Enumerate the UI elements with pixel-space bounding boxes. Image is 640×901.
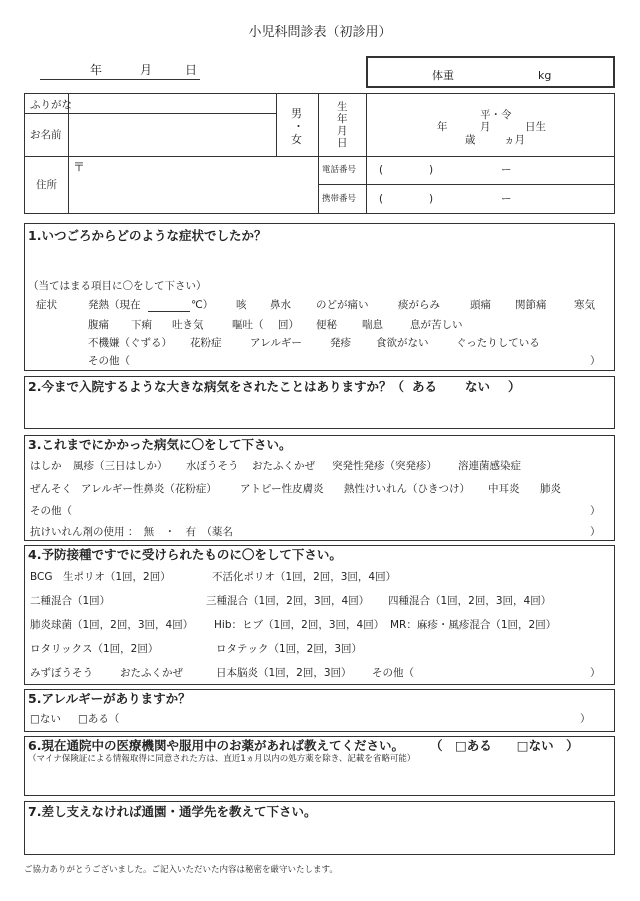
phone-input[interactable] <box>367 157 614 183</box>
postal-mark: 〒 <box>73 160 86 174</box>
allergy-close: ） <box>580 713 591 725</box>
q1-symptom-label: 症状 <box>36 299 57 311</box>
symptom-phlegm[interactable]: 痰がらみ <box>398 299 440 311</box>
date-month-label: 月 <box>140 63 153 77</box>
disease-otitis-media[interactable]: 中耳炎 <box>488 483 520 495</box>
disease-pneumonia[interactable]: 肺炎 <box>540 483 561 495</box>
allergy-yes-checkbox[interactable]: □ある（ <box>78 713 120 725</box>
date-field[interactable] <box>40 62 200 80</box>
q2-option-yes[interactable]: ある <box>412 379 438 394</box>
disease-other[interactable]: その他（ <box>30 505 72 517</box>
phone-dash: ー <box>501 164 512 176</box>
birth-label-3: 月 <box>337 125 348 137</box>
vaccine-hib[interactable]: Hib：ヒブ（1回，2回，3回，4回） <box>214 619 385 631</box>
vaccine-mr[interactable]: MR：麻疹・風疹混合（1回，2回） <box>390 619 557 631</box>
sex-female: 女 <box>291 133 302 146</box>
symptom-asthma[interactable]: 喘息 <box>362 319 383 331</box>
disease-atopic-dermatitis[interactable]: アトピー性皮膚炎 <box>240 483 324 495</box>
disease-roseola[interactable]: 突発性発疹（突発疹） <box>332 460 437 472</box>
symptom-fever[interactable]: 発熱（現在 <box>88 299 141 311</box>
furigana-label: ふりがな <box>30 99 72 111</box>
page-title: 小児科問診表（初診用） <box>248 25 392 40</box>
vaccine-rotateq[interactable]: ロタテック（1回，2回，3回） <box>216 643 363 655</box>
phone-label: 電話番号 <box>322 165 357 175</box>
vaccine-dt[interactable]: 二種混合（1回） <box>30 595 111 607</box>
disease-strep[interactable]: 溶連菌感染症 <box>458 460 521 472</box>
furigana-input[interactable] <box>69 94 275 112</box>
disease-other-close: ） <box>590 505 601 517</box>
symptom-vomiting[interactable]: 嘔吐（ <box>232 319 264 331</box>
birth-label-1: 生 <box>337 101 348 113</box>
symptom-nausea[interactable]: 吐き気 <box>172 319 204 331</box>
age-months-label: ヵ月 <box>504 134 525 146</box>
symptom-headache[interactable]: 頭痛 <box>470 299 491 311</box>
anticonvulsant-usage[interactable]: 抗けいれん剤の使用 ： 無 ・ 有 （薬名 <box>30 526 233 538</box>
anticonvulsant-close: ） <box>590 526 601 538</box>
mobile-paren-close: ) <box>429 193 434 205</box>
symptom-sore-throat[interactable]: のどが痛い <box>316 299 369 311</box>
disease-febrile-seizure[interactable]: 熱性けいれん（ひきつけ） <box>344 483 470 495</box>
vaccine-varicella[interactable]: みずぼうそう <box>30 667 93 679</box>
weight-unit: kg <box>538 69 552 82</box>
q1-question: 1.いつごろからどのような症状でしたか？ <box>28 228 267 243</box>
symptom-runny-nose[interactable]: 鼻水 <box>270 299 291 311</box>
symptom-diarrhea[interactable]: 下痢 <box>131 319 152 331</box>
allergy-no-checkbox[interactable]: □ない <box>30 713 61 725</box>
q6-note: （マイナ保険証による情報取得に同意された方は、直近1ヵ月以内の処方薬を除き、記載を省略可能） <box>28 754 416 764</box>
footer-note: ご協力ありがとうございました。ご記入いただいた内容は秘密を厳守いたします。 <box>24 865 338 875</box>
sex-male: 男 <box>291 107 302 120</box>
era-label: 平・令 <box>480 109 512 121</box>
vaccine-other-close: ） <box>590 667 601 679</box>
disease-chickenpox[interactable]: 水ぼうそう <box>186 460 239 472</box>
address-label: 住所 <box>36 179 57 191</box>
q2-option-no[interactable]: ない <box>465 379 491 394</box>
school-input[interactable] <box>26 824 613 853</box>
table-divider <box>318 93 319 214</box>
address-input[interactable] <box>69 157 317 213</box>
vaccine-ipv[interactable]: 不活化ポリオ（1回，2回，3回，4回） <box>212 571 397 583</box>
date-underline <box>40 79 200 80</box>
birth-label-4: 日 <box>337 137 348 149</box>
symptom-stomachache[interactable]: 腹痛 <box>88 319 109 331</box>
mobile-paren-open: ( <box>379 193 384 205</box>
vaccine-bcg-polio[interactable]: BCG 生ポリオ（1回，2回） <box>30 571 171 583</box>
q7-question: 7.差し支えなければ通園・通学先を教えて下さい。 <box>28 804 317 819</box>
sex-selector[interactable] <box>277 94 317 155</box>
symptom-breathless[interactable]: 息が苦しい <box>410 319 463 331</box>
symptom-constipation[interactable]: 便秘 <box>316 319 337 331</box>
q1-instruction: （当てはまる項目に〇をして下さい） <box>28 280 207 292</box>
age-years-label: 歳 <box>465 134 476 146</box>
vaccine-other[interactable]: その他（ <box>372 667 414 679</box>
weight-label: 体重 <box>432 69 454 82</box>
phone-paren-close: ) <box>429 164 434 176</box>
symptom-allergy[interactable]: アレルギー <box>250 337 302 349</box>
phone-paren-open: ( <box>379 164 384 176</box>
disease-measles[interactable]: はしか <box>30 460 62 472</box>
symptom-fussy[interactable]: 不機嫌（ぐずる） <box>88 337 172 349</box>
vaccine-pneumococcal[interactable]: 肺炎球菌（1回，2回，3回，4回） <box>30 619 194 631</box>
disease-asthma[interactable]: ぜんそく <box>30 483 72 495</box>
vaccine-mumps[interactable]: おたふくかぜ <box>120 667 183 679</box>
disease-rubella[interactable]: 風疹（三日はしか） <box>73 460 168 472</box>
sex-separator: ・ <box>293 120 304 133</box>
mobile-input[interactable] <box>367 185 614 213</box>
q5-question: 5.アレルギーがありますか？ <box>28 691 191 706</box>
fever-temp-underline <box>148 311 190 312</box>
q4-question: 4.予防接種ですでに受けられたものに〇をして下さい。 <box>28 547 342 562</box>
q2-close: ） <box>508 379 521 394</box>
symptom-joint-pain[interactable]: 関節痛 <box>515 299 547 311</box>
q4-box <box>24 545 615 685</box>
symptom-cough[interactable]: 咳 <box>236 299 247 311</box>
mobile-label: 携帯番号 <box>322 194 357 204</box>
q6-question: 6.現在通院中の医療機関や服用中のお薬があれば教えてください。 <box>28 738 404 753</box>
birth-month-label: 月 <box>480 121 491 133</box>
birth-year-label: 年 <box>437 121 448 133</box>
weight-field[interactable] <box>366 56 615 88</box>
date-year-label: 年 <box>90 63 103 77</box>
symptom-no-appetite[interactable]: 食欲がない <box>376 337 429 349</box>
disease-allergic-rhinitis[interactable]: アレルギー性鼻炎（花粉症） <box>81 483 217 495</box>
name-input[interactable] <box>69 114 275 155</box>
symptom-vomiting-count: 回） <box>278 319 299 331</box>
symptom-chills[interactable]: 寒気 <box>574 299 595 311</box>
symptom-other[interactable]: その他（ <box>88 355 130 367</box>
vaccine-dpt-ipv[interactable]: 四種混合（1回，2回，3回，4回） <box>388 595 552 607</box>
symptom-hay-fever[interactable]: 花粉症 <box>190 337 222 349</box>
vaccine-rotarix[interactable]: ロタリックス（1回，2回） <box>30 643 159 655</box>
symptom-fever-unit: ℃） <box>191 299 214 311</box>
disease-mumps[interactable]: おたふくかぜ <box>252 460 315 472</box>
date-day-label: 日 <box>185 63 198 77</box>
vaccine-dpt[interactable]: 三種混合（1回，2回，3回，4回） <box>206 595 370 607</box>
q3-question: 3.これまでにかかった病気に〇をして下さい。 <box>28 437 292 452</box>
vaccine-je[interactable]: 日本脳炎（1回，2回，3回） <box>216 667 352 679</box>
symptom-other-close: ） <box>590 355 601 367</box>
symptom-listless[interactable]: ぐったりしている <box>456 337 540 349</box>
q6-choice[interactable]: （ □ある □ない ） <box>430 738 579 753</box>
birth-date-field[interactable] <box>367 94 614 155</box>
q2-question: 2.今まで入院するような大きな病気をされたことはありますか？（ <box>28 379 404 394</box>
symptom-rash[interactable]: 発疹 <box>330 337 351 349</box>
name-label: お名前 <box>30 129 62 141</box>
birth-label-2: 年 <box>337 113 348 125</box>
birth-day-label: 日生 <box>525 121 546 133</box>
mobile-dash: ー <box>501 193 512 205</box>
